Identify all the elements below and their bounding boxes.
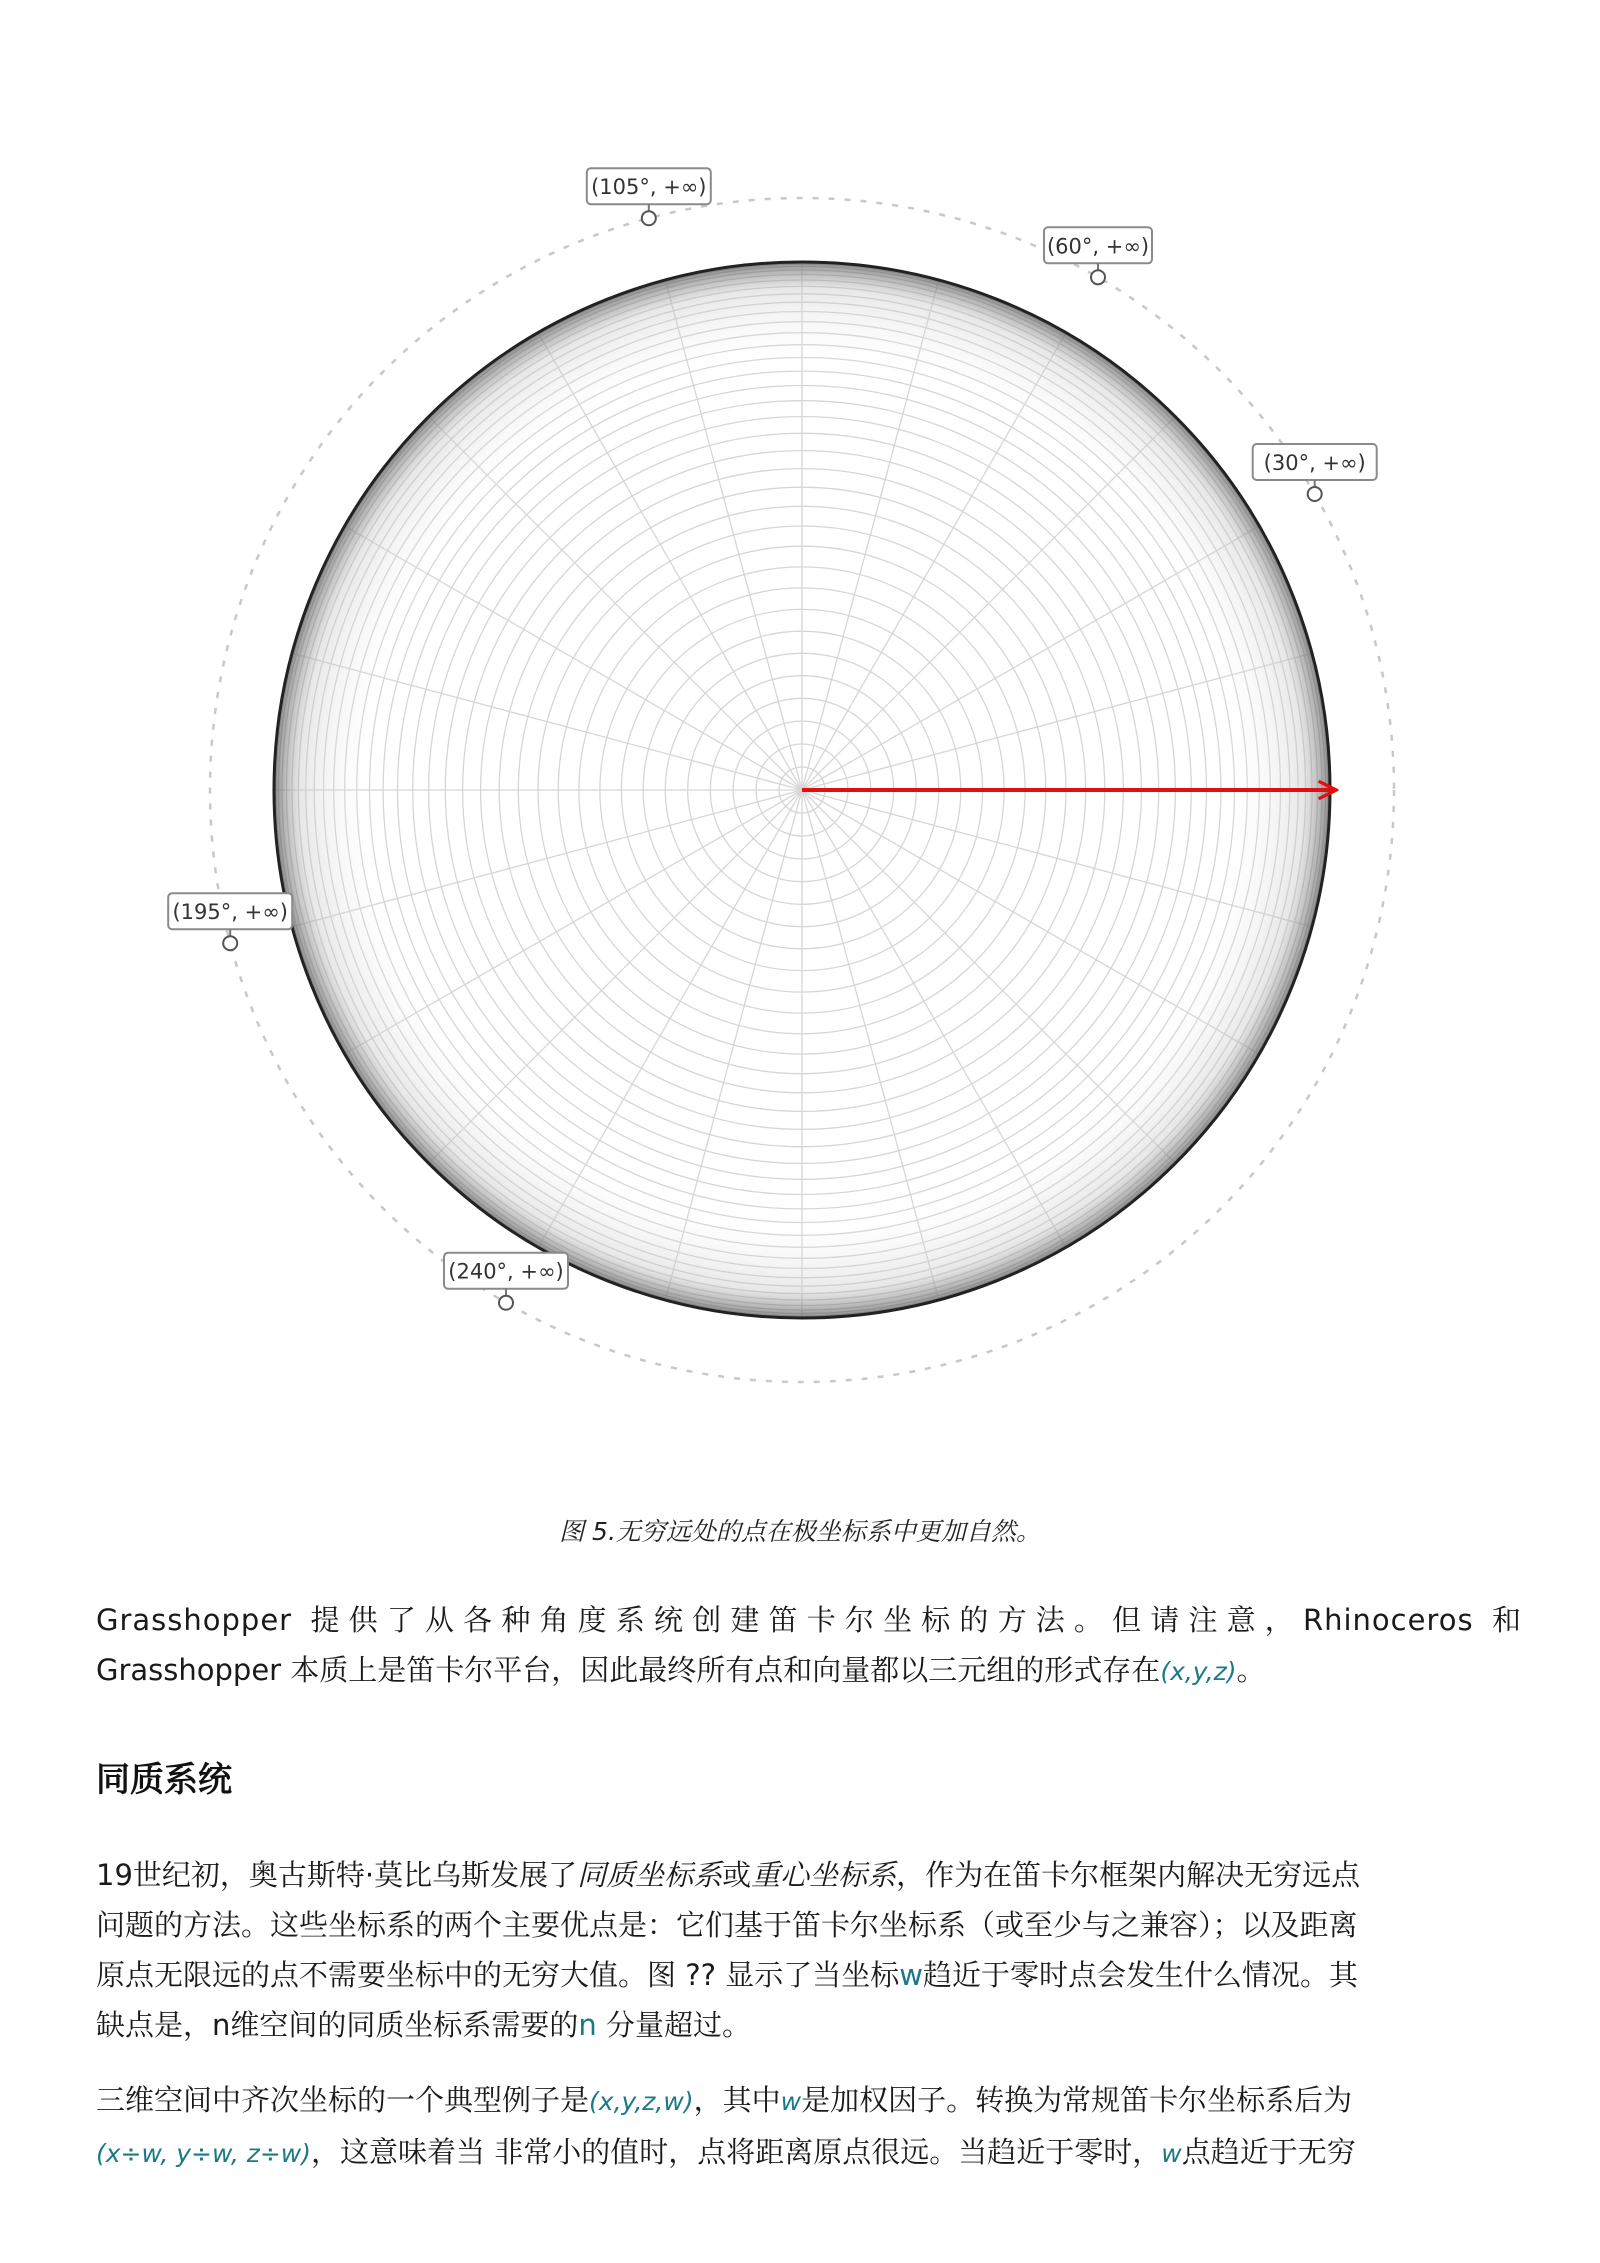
point-at-infinity	[499, 1296, 513, 1310]
callout-label: (240°, +∞)	[448, 1259, 564, 1284]
callout-105	[587, 168, 711, 225]
var-w: w	[899, 1958, 923, 1992]
para3-line2: (x÷w, y÷w, z÷w)，这意味着当 非常小的值时，点将距离原点很远。当趋近于零时，w点趋近于无穷	[96, 2135, 1356, 2169]
paragraph-intro-line2: Grasshopper 本质上是笛卡尔平台，因此最终所有点和向量都以三元组的形式存在(x,y,z)。	[96, 1653, 1266, 1687]
callout-label: (105°, +∞)	[591, 175, 707, 200]
paragraph-intro	[96, 1595, 1522, 1697]
point-at-infinity	[642, 211, 656, 225]
point-at-infinity	[223, 936, 237, 950]
para3-line1: 三维空间中齐次坐标的一个典型例子是(x,y,z,w)，其中w是加权因子。转换为常规笛卡尔坐标系后为	[96, 2083, 1353, 2117]
term-homogeneous: 同质坐标系	[577, 1858, 723, 1892]
callout-195	[168, 893, 292, 950]
figure-caption: 图 5.无穷远处的点在极坐标系中更加自然。	[559, 1517, 1041, 1546]
para2-line2: 问题的方法。这些坐标系的两个主要优点是：它们基于笛卡尔坐标系（或至少与之兼容）；以及距离	[96, 1908, 1358, 1942]
math-division: (x÷w, y÷w, z÷w)	[96, 2139, 311, 2168]
callout-60	[1044, 227, 1152, 284]
paragraph-homogeneous	[96, 1850, 1522, 2050]
callout-label: (30°, +∞)	[1263, 451, 1366, 475]
para2-line4: 缺点是，n维空间的同质坐标系需要的n 分量超过。	[96, 2008, 751, 2042]
callout-label: (195°, +∞)	[172, 900, 288, 925]
callout-240	[444, 1253, 568, 1310]
paragraph-example	[96, 2075, 1522, 2179]
para2-line1: 19世纪初，奥古斯特·莫比乌斯发展了同质坐标系或重心坐标系，作为在笛卡尔框架内解决无穷远点	[96, 1858, 1361, 1892]
term-barycentric: 重心坐标系	[751, 1858, 897, 1892]
math-xyz: (x,y,z)	[1160, 1657, 1237, 1686]
math-xyzw: (x,y,z,w)	[589, 2087, 694, 2116]
callout-label: (60°, +∞)	[1046, 234, 1150, 259]
var-w: w	[1161, 2139, 1182, 2168]
point-at-infinity	[1091, 270, 1105, 284]
callout-30	[1253, 444, 1377, 501]
paragraph-intro-line1: Grasshopper 提供了从各种角度系统创建笛卡尔坐标的方法。但请注意，Rhinoceros 和	[96, 1603, 1522, 1637]
var-n: n	[578, 2008, 597, 2042]
para2-line3: 原点无限远的点不需要坐标中的无穷大值。图 ?? 显示了当坐标w趋近于零时点会发生什么情况。其	[96, 1958, 1358, 1992]
point-at-infinity	[1308, 487, 1322, 501]
section-heading: 同质系统	[96, 1760, 232, 1800]
var-w: w	[780, 2087, 802, 2116]
